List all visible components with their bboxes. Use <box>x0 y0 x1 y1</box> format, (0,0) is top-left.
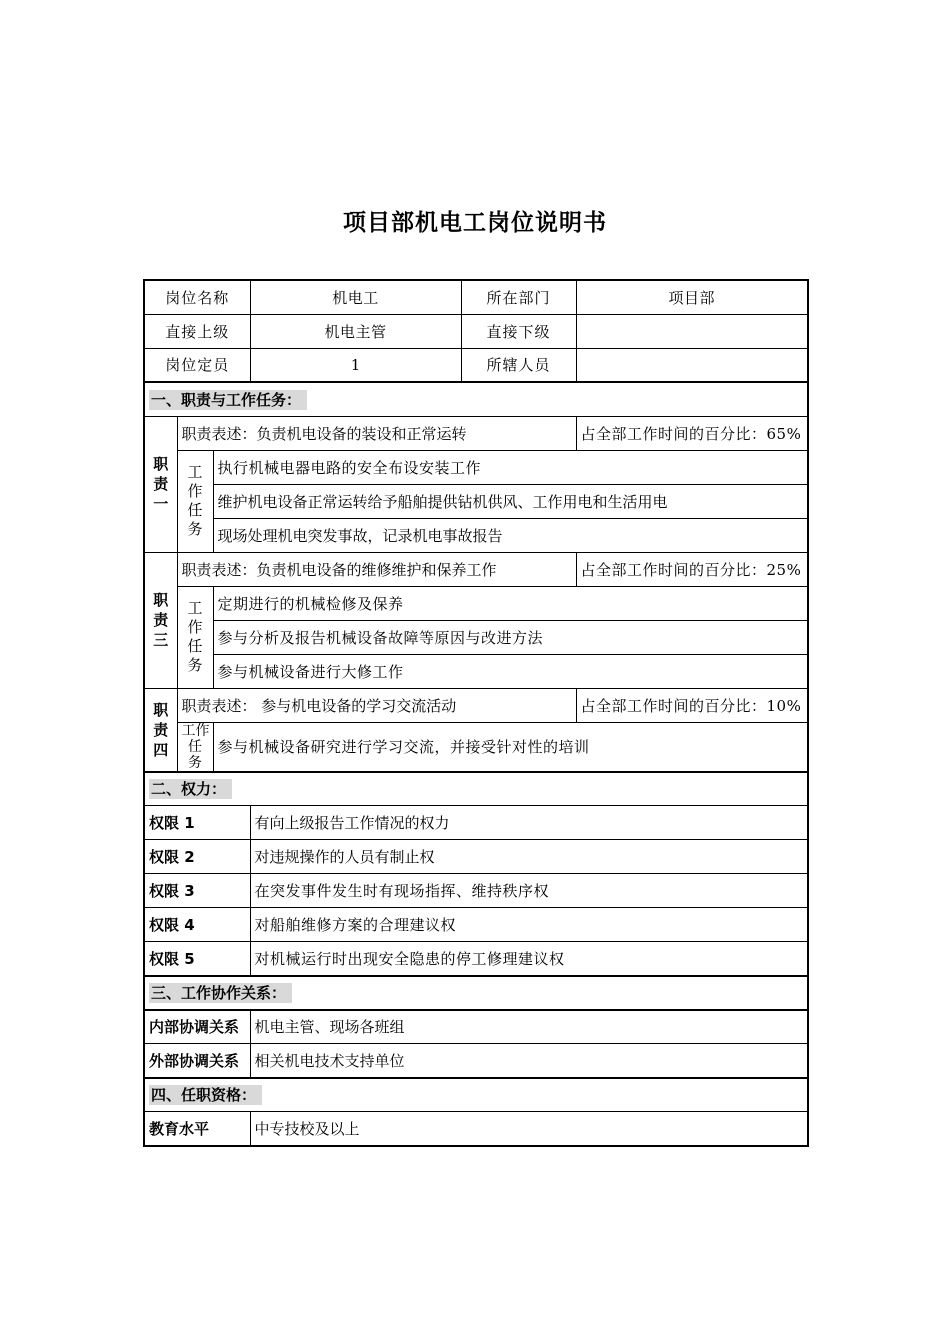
authority-label: 权限 3 <box>144 874 250 908</box>
duty-label: 职 责 三 <box>144 552 177 688</box>
task-item: 现场处理机电突发事故，记录机电事故报告 <box>213 518 808 552</box>
quota-label: 岗位定员 <box>144 348 250 382</box>
authority-label: 权限 4 <box>144 908 250 942</box>
external-relation-row <box>144 1044 808 1078</box>
task-row <box>144 484 808 518</box>
post-name-label: 岗位名称 <box>144 280 250 314</box>
post-name-value: 机电工 <box>250 280 461 314</box>
dept-value: 项目部 <box>576 280 808 314</box>
task-label: 工 作 任 务 <box>177 586 213 688</box>
task-row <box>144 518 808 552</box>
authority-row <box>144 942 808 976</box>
basic-row-2 <box>144 314 808 348</box>
authority-text: 对违规操作的人员有制止权 <box>250 840 808 874</box>
authority-row <box>144 908 808 942</box>
task-row <box>144 450 808 484</box>
task-row <box>144 654 808 688</box>
duty-description: 职责表述： 参与机电设备的学习交流活动 <box>177 688 576 722</box>
authority-text: 在突发事件发生时有现场指挥、维持秩序权 <box>250 874 808 908</box>
duty-label: 职 责 一 <box>144 416 177 552</box>
external-relation-value: 相关机电技术支持单位 <box>250 1044 808 1078</box>
task-item: 维护机电设备正常运转给予船舶提供钻机供风、工作用电和生活用电 <box>213 484 808 518</box>
section-header-duties <box>144 382 808 416</box>
duty-description: 职责表述：负责机电设备的装设和正常运转 <box>177 416 576 450</box>
page-title: 项目部机电工岗位说明书 <box>343 210 607 236</box>
authority-label: 权限 5 <box>144 942 250 976</box>
task-row <box>144 722 808 772</box>
job-description-table <box>143 279 809 1147</box>
task-label: 工作 任 务 <box>177 722 213 772</box>
internal-relation-label: 内部协调关系 <box>144 1010 250 1044</box>
time-percentage: 占全部工作时间的百分比：10% <box>576 688 808 722</box>
task-row <box>144 620 808 654</box>
internal-relation-row <box>144 1010 808 1044</box>
internal-relation-value: 机电主管、现场各班组 <box>250 1010 808 1044</box>
authority-label: 权限 2 <box>144 840 250 874</box>
dept-label: 所在部门 <box>461 280 576 314</box>
section-title: 二、权力： <box>149 779 232 799</box>
task-item: 参与机械设备进行大修工作 <box>213 654 808 688</box>
education-label: 教育水平 <box>144 1112 250 1146</box>
section-header-cooperation <box>144 976 808 1010</box>
section-title: 三、工作协作关系： <box>149 983 292 1003</box>
external-relation-label: 外部协调关系 <box>144 1044 250 1078</box>
quota-value: 1 <box>250 348 461 382</box>
duty-label: 职 责 四 <box>144 688 177 772</box>
task-item: 参与分析及报告机械设备故障等原因与改进方法 <box>213 620 808 654</box>
subordinate-value <box>576 314 808 348</box>
education-value: 中专技校及以上 <box>250 1112 808 1146</box>
superior-label: 直接上级 <box>144 314 250 348</box>
duty-description: 职责表述：负责机电设备的维修维护和保养工作 <box>177 552 576 586</box>
duty-row <box>144 552 808 586</box>
section-title: 四、任职资格： <box>149 1085 262 1105</box>
authority-text: 对机械运行时出现安全隐患的停工修理建议权 <box>250 942 808 976</box>
authority-row <box>144 806 808 840</box>
time-percentage: 占全部工作时间的百分比：25% <box>576 552 808 586</box>
section-title: 一、职责与工作任务： <box>149 390 307 410</box>
time-percentage: 占全部工作时间的百分比：65% <box>576 416 808 450</box>
task-item: 定期进行的机械检修及保养 <box>213 586 808 620</box>
duty-row <box>144 416 808 450</box>
staff-label: 所辖人员 <box>461 348 576 382</box>
basic-row-1 <box>144 280 808 314</box>
superior-value: 机电主管 <box>250 314 461 348</box>
task-row <box>144 586 808 620</box>
education-row <box>144 1112 808 1146</box>
authority-label: 权限 1 <box>144 806 250 840</box>
authority-row <box>144 874 808 908</box>
duty-row <box>144 688 808 722</box>
authority-row <box>144 840 808 874</box>
subordinate-label: 直接下级 <box>461 314 576 348</box>
task-item: 执行机械电器电路的安全布设安装工作 <box>213 450 808 484</box>
basic-row-3 <box>144 348 808 382</box>
task-label: 工 作 任 务 <box>177 450 213 552</box>
authority-text: 有向上级报告工作情况的权力 <box>250 806 808 840</box>
section-header-authority <box>144 772 808 806</box>
authority-text: 对船舶维修方案的合理建议权 <box>250 908 808 942</box>
staff-value <box>576 348 808 382</box>
section-header-qualification <box>144 1078 808 1112</box>
task-item: 参与机械设备研究进行学习交流，并接受针对性的培训 <box>213 722 808 772</box>
